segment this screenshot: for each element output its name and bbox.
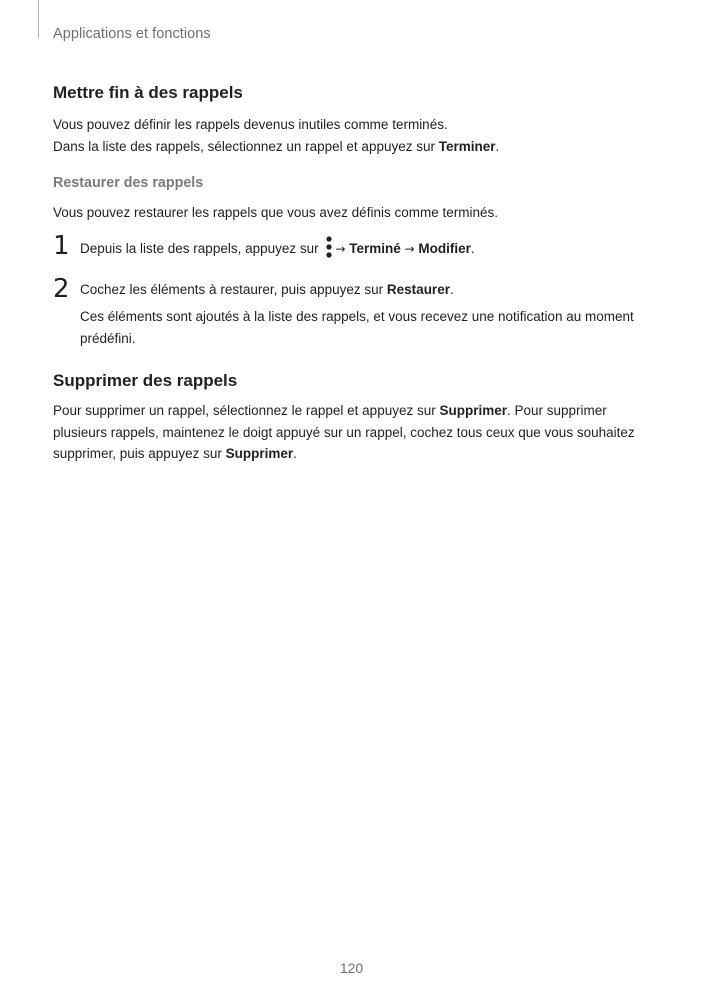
text-span: . xyxy=(470,241,475,256)
header-rule xyxy=(38,0,39,38)
bold-term-supprimer: Supprimer xyxy=(439,403,507,418)
step-text xyxy=(80,279,650,301)
text-span: Depuis la liste des rappels, appuyez sur xyxy=(80,241,323,256)
bold-term-restaurer: Restaurer xyxy=(386,282,450,297)
text-span: Pour supprimer un rappel, sélectionnez le rappel et appuyez sur xyxy=(53,403,440,418)
bold-term-terminer: Terminer xyxy=(438,138,496,154)
page-header-title: Applications et fonctions xyxy=(53,26,211,42)
arrow-icon: → xyxy=(335,242,346,256)
step-number: 1 xyxy=(53,231,70,261)
text-span: . xyxy=(495,138,500,154)
step-number: 2 xyxy=(53,274,70,304)
paragraph-restore-intro: Vous pouvez restaurer les rappels que vous avez définis comme terminés. xyxy=(53,205,498,220)
section-title-delete-reminders: Supprimer des rappels xyxy=(53,371,238,390)
bold-term-modifier: Modifier xyxy=(418,241,471,256)
step-text xyxy=(80,236,650,261)
arrow-icon: → xyxy=(404,242,415,256)
section-title-end-reminders: Mettre fin à des rappels xyxy=(53,83,243,102)
text-span: . xyxy=(449,282,454,297)
bold-term-termine: Terminé xyxy=(349,241,401,256)
text-span: . xyxy=(293,446,297,461)
paragraph-line: Vous pouvez définir les rappels devenus inutiles comme terminés. xyxy=(53,117,448,132)
paragraph-end-reminders xyxy=(53,114,653,157)
text-span: Cochez les éléments à restaurer, puis appuyez sur xyxy=(80,282,387,297)
text-span: . Pour supprimer plusieurs rappels, maintenez le doigt appuyé sur un rappel, cochez tous ceux que vous souhaitez supprimer, puis appuyez sur xyxy=(53,403,635,461)
more-options-icon xyxy=(325,236,333,258)
subsection-title-restore: Restaurer des rappels xyxy=(53,175,204,191)
text-span: Dans la liste des rappels, sélectionnez un rappel et appuyez sur xyxy=(53,138,439,154)
step-note: Ces éléments sont ajoutés à la liste des rappels, et vous recevez une notification au moment prédéfini. xyxy=(80,309,634,346)
bold-term-supprimer: Supprimer xyxy=(225,446,294,461)
page-number: 120 xyxy=(339,960,364,976)
paragraph-delete-reminders xyxy=(53,400,653,465)
paragraph-line xyxy=(53,136,653,158)
